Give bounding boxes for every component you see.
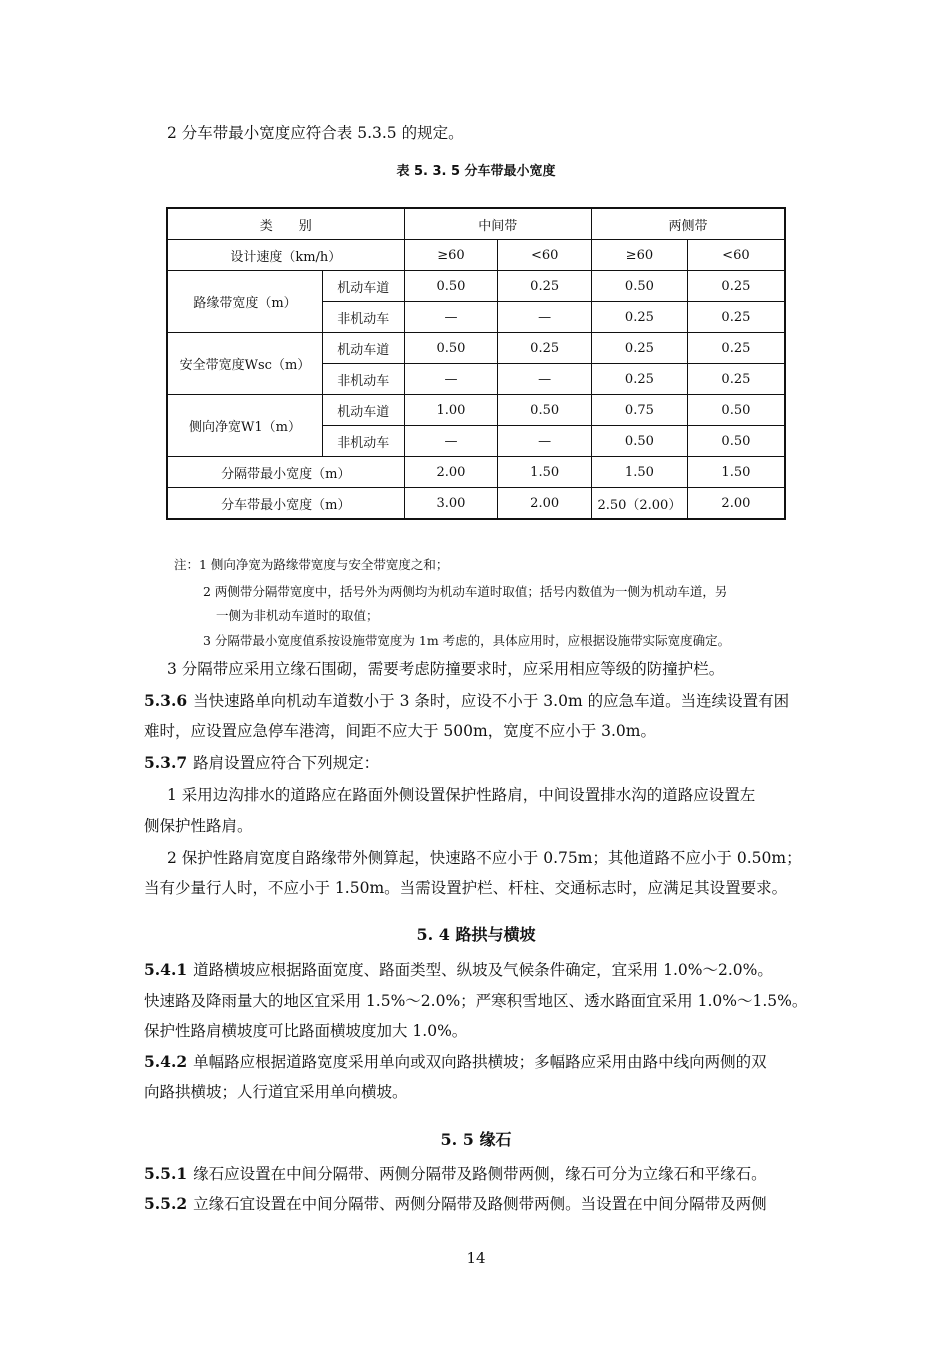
group-label: 安全带宽度Wsc（m） (167, 333, 322, 395)
paragraph: 当有少量行人时，不应小于 1.50m。当需设置护栏、杆柱、交通标志时，应满足其设置要求。 (144, 879, 788, 897)
paragraph (144, 1162, 767, 1184)
paragraph: 3 分隔带应采用立缘石围砌，需要考虑防撞要求时，应采用相应等级的防撞护栏。 (167, 660, 725, 678)
table-cell: 2.00 (404, 457, 498, 488)
sub-label: 机动车道 (322, 333, 404, 364)
summary-label: 分车带最小宽度（m） (167, 488, 404, 520)
clause-text: 缘石应设置在中间分隔带、两侧分隔带及路侧带两侧，缘石可分为立缘石和平缘石。 (193, 1165, 767, 1183)
table-cell: 0.25 (687, 271, 785, 302)
table-cell: 0.25 (687, 364, 785, 395)
table-cell: <60 (498, 240, 592, 271)
header-category: 类 别 (167, 208, 404, 240)
clause-text: 单幅路应根据道路宽度采用单向或双向路拱横坡；多幅路应采用由路中线向两侧的双 (193, 1053, 767, 1071)
table-cell: 0.50 (592, 426, 688, 457)
clause-number: 5.4.1 (144, 960, 188, 979)
clause-text: 当快速路单向机动车道数小于 3 条时，应设不小于 3.0m 的应急车道。当连续设置有困 (193, 692, 790, 710)
table-caption: 表 5. 3. 5 分车带最小宽度 (396, 164, 556, 179)
table-cell: — (498, 364, 592, 395)
table-cell: 0.25 (592, 364, 688, 395)
paragraph (144, 958, 773, 980)
table-cell: 0.50 (404, 333, 498, 364)
paragraph: 2 保护性路肩宽度自路缘带外侧算起，快速路不应小于 0.75m；其他道路不应小于 0.50m； (167, 849, 802, 867)
paragraph (144, 1192, 767, 1214)
table-cell: 0.25 (498, 333, 592, 364)
paragraph: 难时，应设置应急停车港湾，间距不应大于 500m，宽度不应小于 3.0m。 (144, 722, 656, 740)
section-heading: 5. 4 路拱与横坡 (416, 925, 536, 944)
sub-label: 机动车道 (322, 395, 404, 426)
sub-label: 非机动车 (322, 364, 404, 395)
page-number: 14 (466, 1249, 486, 1267)
sub-label: 机动车道 (322, 271, 404, 302)
table-cell: 2.00 (498, 488, 592, 520)
table-cell: 1.50 (687, 457, 785, 488)
table-cell: 0.75 (592, 395, 688, 426)
table-cell: 2.00 (687, 488, 785, 520)
paragraph (144, 751, 379, 773)
table-cell: 0.25 (687, 302, 785, 333)
table-cell: ≥60 (592, 240, 688, 271)
paragraph: 快速路及降雨量大的地区宜采用 1.5%～2.0%；严寒积雪地区、透水路面宜采用 1.0%～1.5%。 (144, 992, 808, 1010)
table-cell: — (404, 426, 498, 457)
table-row (167, 271, 785, 302)
table-cell: ≥60 (404, 240, 498, 271)
table-cell: 0.50 (404, 271, 498, 302)
table-cell: 0.25 (498, 271, 592, 302)
summary-label: 分隔带最小宽度（m） (167, 457, 404, 488)
clause-text: 路肩设置应符合下列规定： (193, 754, 380, 772)
paragraph: 保护性路肩横坡度可比路面横坡度加大 1.0%。 (144, 1022, 468, 1040)
table-row (167, 333, 785, 364)
table-cell: 0.50 (498, 395, 592, 426)
paragraph: 侧保护性路肩。 (144, 817, 253, 835)
clause-number: 5.5.2 (144, 1194, 188, 1213)
clause-number: 5.4.2 (144, 1052, 188, 1071)
table-cell: 0.50 (687, 426, 785, 457)
group-label: 路缘带宽度（m） (167, 271, 322, 333)
paragraph: 向路拱横坡；人行道宜采用单向横坡。 (144, 1083, 408, 1101)
sub-label: 非机动车 (322, 426, 404, 457)
table-cell: 1.00 (404, 395, 498, 426)
table-cell: 2.50（2.00） (592, 488, 688, 520)
section-heading: 5. 5 缘石 (440, 1130, 512, 1149)
table-speed-row (167, 240, 785, 271)
header-side-strip: 两侧带 (592, 208, 786, 240)
table-cell: — (404, 364, 498, 395)
clause-number: 5.5.1 (144, 1164, 188, 1183)
clause-text: 立缘石宜设置在中间分隔带、两侧分隔带及路侧带两侧。当设置在中间分隔带及两侧 (193, 1195, 767, 1213)
divider-width-table (166, 207, 786, 520)
clause-text: 道路横坡应根据路面宽度、路面类型、纵坡及气候条件确定，宜采用 1.0%～2.0%。 (193, 961, 773, 979)
table-header-row (167, 208, 785, 240)
table-cell: 0.25 (687, 333, 785, 364)
header-middle-strip: 中间带 (404, 208, 591, 240)
table-cell: 0.25 (592, 333, 688, 364)
sub-label: 非机动车 (322, 302, 404, 333)
table-cell: 0.50 (687, 395, 785, 426)
table-row (167, 395, 785, 426)
table-note: 2 两侧带分隔带宽度中，括号外为两侧均为机动车道时取值；括号内数值为一侧为机动车道，另 (203, 584, 728, 599)
speed-label: 设计速度（km/h） (167, 240, 404, 271)
table-cell: 3.00 (404, 488, 498, 520)
table-cell: 0.50 (592, 271, 688, 302)
table-cell: — (498, 302, 592, 333)
table-cell: — (498, 426, 592, 457)
table-note: 3 分隔带最小宽度值系按设施带宽度为 1m 考虑的，具体应用时，应根据设施带实际宽度确定。 (203, 633, 731, 648)
clause-number: 5.3.6 (144, 691, 188, 710)
paragraph: 1 采用边沟排水的道路应在路面外侧设置保护性路肩，中间设置排水沟的道路应设置左 (167, 786, 756, 804)
table-cell: — (404, 302, 498, 333)
table-summary-row (167, 457, 785, 488)
paragraph (144, 689, 789, 711)
table-cell: 1.50 (592, 457, 688, 488)
table-cell: 0.25 (592, 302, 688, 333)
paragraph (144, 1050, 767, 1072)
intro-paragraph: 2 分车带最小宽度应符合表 5.3.5 的规定。 (167, 124, 464, 142)
table-cell: 1.50 (498, 457, 592, 488)
group-label: 侧向净宽W1（m） (167, 395, 322, 457)
table-summary-row (167, 488, 785, 520)
table-note: 一侧为非机动车道时的取值； (216, 608, 379, 623)
clause-number: 5.3.7 (144, 753, 188, 772)
table-cell: <60 (687, 240, 785, 271)
table-note: 注：1 侧向净宽为路缘带宽度与安全带宽度之和； (174, 557, 449, 572)
